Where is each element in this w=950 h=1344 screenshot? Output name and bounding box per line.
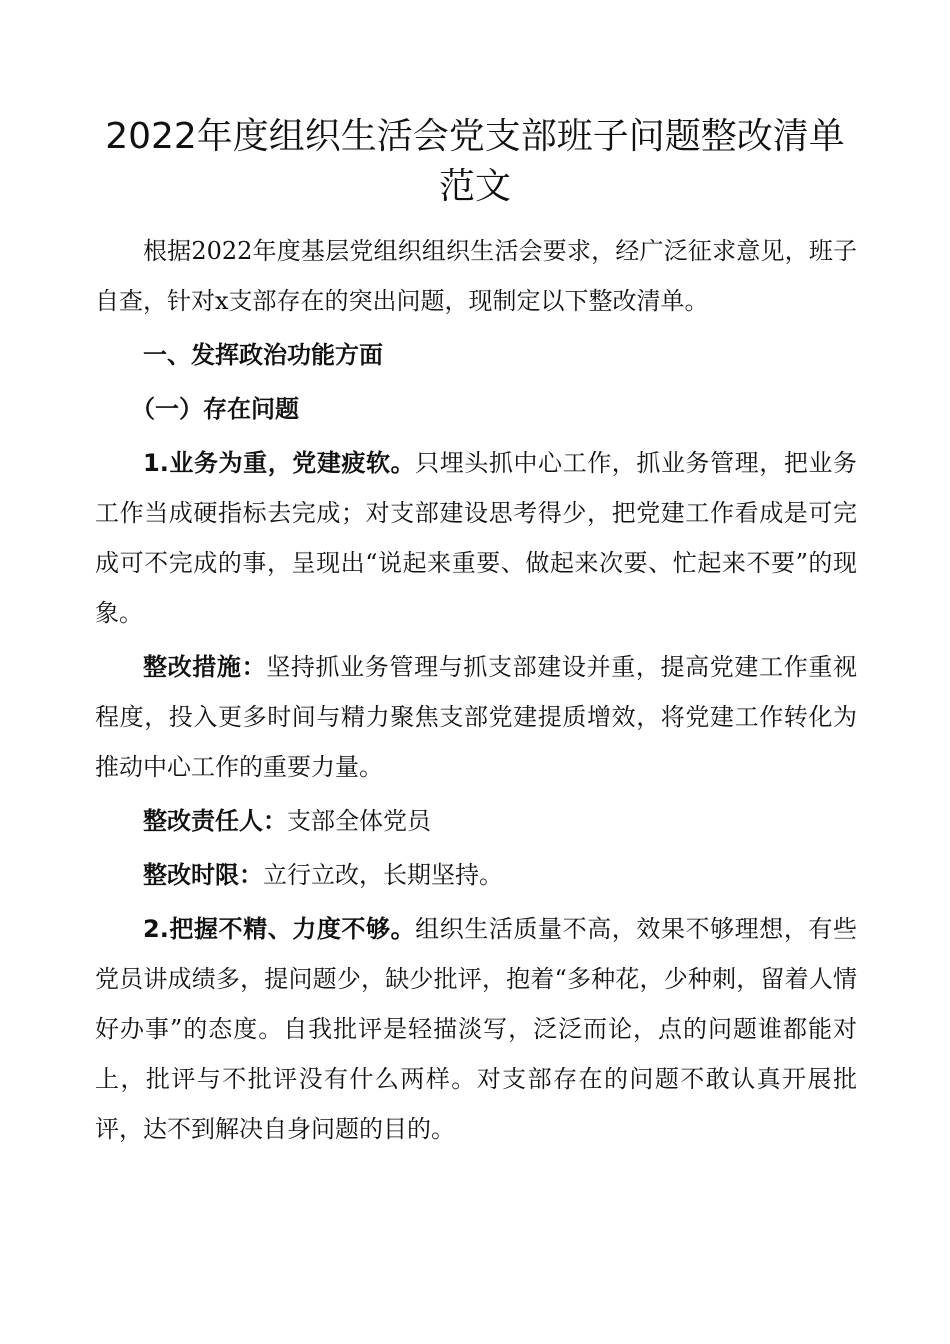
section-heading: 一、发挥政治功能方面 [143, 341, 383, 369]
intro-paragraph: 根据2022年度基层党组织组织生活会要求，经广泛征求意见，班子自查，针对x支部存在的突出问题，现制定以下整改清单。 [95, 237, 857, 315]
problem-item-2 [95, 904, 857, 1154]
problem-item-1-lead: 1.业务为重，党建疲软。 [143, 449, 416, 477]
measures-label: 整改措施： [143, 653, 267, 681]
responsible-label: 整改责任人： [143, 807, 287, 835]
problem-item-1-text: 只埋头抓中心工作，抓业务管理，把业务工作当成硬指标去完成；对支部建设思考得少，把党建工作看成是可完成可不完成的事，呈现出“说起来重要、做起来次要、忙起来不要”的现象。 [95, 449, 857, 627]
problem-item-2-text: 组织生活质量不高，效果不够理想，有些党员讲成绩多，提问题少，缺少批评，抱着“多种花，少种刺，留着人情好办事”的态度。自我批评是轻描淡写，泛泛而论，点的问题谁都能对上，批评与不批评没有什么两样。对支部存在的问题不敢认真开展批评，达不到解决自身问题的目的。 [95, 915, 857, 1143]
problem-item-2-lead: 2.把握不精、力度不够。 [143, 915, 416, 943]
deadline-paragraph [95, 850, 857, 900]
deadline-text: 立行立改，长期坚持。 [263, 861, 503, 889]
measures-paragraph [95, 642, 857, 792]
document-title: 2022年度组织生活会党支部班子问题整改清单范文 [105, 116, 845, 207]
responsible-paragraph [95, 796, 857, 846]
deadline-label: 整改时限： [143, 861, 263, 889]
responsible-text: 支部全体党员 [287, 807, 431, 835]
document-body [95, 226, 857, 1158]
measures-text: 坚持抓业务管理与抓支部建设并重，提高党建工作重视程度，投入更多时间与精力聚焦支部党建提质增效，将党建工作转化为推动中心工作的重要力量。 [95, 653, 858, 781]
problem-item-1 [95, 438, 857, 638]
subsection-heading: （一）存在问题 [131, 395, 299, 423]
